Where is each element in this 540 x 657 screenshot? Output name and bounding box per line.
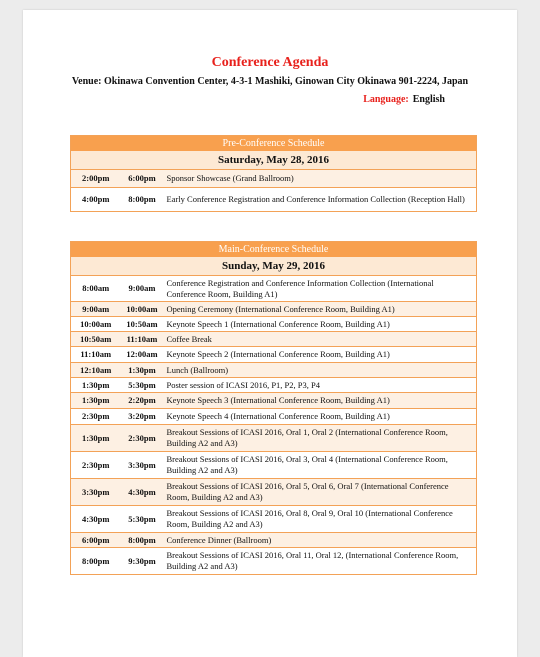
start-time: 6:00pm	[71, 533, 121, 548]
end-time: 11:10am	[121, 332, 164, 347]
schedule-row	[71, 332, 477, 347]
session-description: Breakout Sessions of ICASI 2016, Oral 8, Oral 9, Oral 10 (International Conference Room, Building A2 and A3)	[164, 506, 477, 533]
main-conference-date: Sunday, May 29, 2016	[71, 257, 477, 276]
start-time: 10:50am	[71, 332, 121, 347]
end-time: 6:00pm	[121, 170, 164, 188]
language-line	[363, 94, 445, 105]
session-description: Conference Registration and Conference Information Collection (International Conference Room, Building A1)	[164, 276, 477, 302]
end-time: 1:30pm	[121, 363, 164, 378]
schedule-row	[71, 170, 477, 188]
schedule-row	[71, 347, 477, 363]
start-time: 8:00am	[71, 276, 121, 302]
schedule-row	[71, 302, 477, 317]
pre-conference-table	[70, 135, 477, 212]
session-description: Lunch (Ballroom)	[164, 363, 477, 378]
start-time: 11:10am	[71, 347, 121, 363]
end-time: 10:00am	[121, 302, 164, 317]
session-description: Conference Dinner (Ballroom)	[164, 533, 477, 548]
start-time: 10:00am	[71, 317, 121, 332]
end-time: 8:00pm	[121, 188, 164, 212]
session-description: Breakout Sessions of ICASI 2016, Oral 1, Oral 2 (International Conference Room, Building A2 and A3)	[164, 425, 477, 452]
session-description: Breakout Sessions of ICASI 2016, Oral 3, Oral 4 (International Conference Room, Building A2 and A3)	[164, 452, 477, 479]
end-time: 9:30pm	[121, 548, 164, 575]
main-conference-table	[70, 241, 477, 575]
session-description: Keynote Speech 4 (International Conference Room, Building A1)	[164, 409, 477, 425]
schedule-row	[71, 317, 477, 332]
schedule-row	[71, 548, 477, 575]
session-description: Keynote Speech 1 (International Conference Room, Building A1)	[164, 317, 477, 332]
schedule-row	[71, 409, 477, 425]
pre-conference-heading: Pre-Conference Schedule	[71, 136, 477, 152]
start-time: 2:30pm	[71, 409, 121, 425]
schedule-row	[71, 276, 477, 302]
session-description: Keynote Speech 2 (International Conference Room, Building A1)	[164, 347, 477, 363]
start-time: 4:30pm	[71, 506, 121, 533]
language-value: English	[412, 94, 445, 105]
venue-line: Venue: Okinawa Convention Center, 4-3-1 Mashiki, Ginowan City Okinawa 901-2224, Japan	[71, 76, 469, 87]
schedule-row	[71, 479, 477, 506]
session-description: Early Conference Registration and Conference Information Collection (Reception Hall)	[164, 188, 477, 212]
start-time: 1:30pm	[71, 425, 121, 452]
end-time: 3:30pm	[121, 452, 164, 479]
session-description: Opening Ceremony (International Conference Room, Building A1)	[164, 302, 477, 317]
session-description: Breakout Sessions of ICASI 2016, Oral 11, Oral 12, (International Conference Room, Building A2 and A3)	[164, 548, 477, 575]
session-description: Keynote Speech 3 (International Conference Room, Building A1)	[164, 393, 477, 409]
end-time: 5:30pm	[121, 506, 164, 533]
start-time: 9:00am	[71, 302, 121, 317]
end-time: 2:30pm	[121, 425, 164, 452]
start-time: 1:30pm	[71, 393, 121, 409]
end-time: 8:00pm	[121, 533, 164, 548]
start-time: 12:10am	[71, 363, 121, 378]
start-time: 4:00pm	[71, 188, 121, 212]
schedule-row	[71, 425, 477, 452]
schedule-row	[71, 452, 477, 479]
start-time: 8:00pm	[71, 548, 121, 575]
start-time: 2:30pm	[71, 452, 121, 479]
end-time: 3:20pm	[121, 409, 164, 425]
schedule-row	[71, 393, 477, 409]
schedule-row	[71, 533, 477, 548]
start-time: 3:30pm	[71, 479, 121, 506]
schedule-row	[71, 506, 477, 533]
schedule-row	[71, 378, 477, 393]
start-time: 1:30pm	[71, 378, 121, 393]
start-time: 2:00pm	[71, 170, 121, 188]
session-description: Sponsor Showcase (Grand Ballroom)	[164, 170, 477, 188]
schedule-row	[71, 363, 477, 378]
end-time: 2:20pm	[121, 393, 164, 409]
session-description: Breakout Sessions of ICASI 2016, Oral 5, Oral 6, Oral 7 (International Conference Room, Building A2 and A3)	[164, 479, 477, 506]
schedule-row	[71, 188, 477, 212]
session-description: Poster session of ICASI 2016, P1, P2, P3, P4	[164, 378, 477, 393]
document-page	[23, 10, 517, 657]
pre-conference-date: Saturday, May 28, 2016	[71, 151, 477, 170]
language-label: Language:	[363, 94, 409, 105]
page-title: Conference Agenda	[211, 55, 329, 70]
end-time: 9:00am	[121, 276, 164, 302]
end-time: 10:50am	[121, 317, 164, 332]
session-description: Coffee Break	[164, 332, 477, 347]
main-conference-heading: Main-Conference Schedule	[71, 242, 477, 258]
end-time: 12:00am	[121, 347, 164, 363]
end-time: 4:30pm	[121, 479, 164, 506]
end-time: 5:30pm	[121, 378, 164, 393]
